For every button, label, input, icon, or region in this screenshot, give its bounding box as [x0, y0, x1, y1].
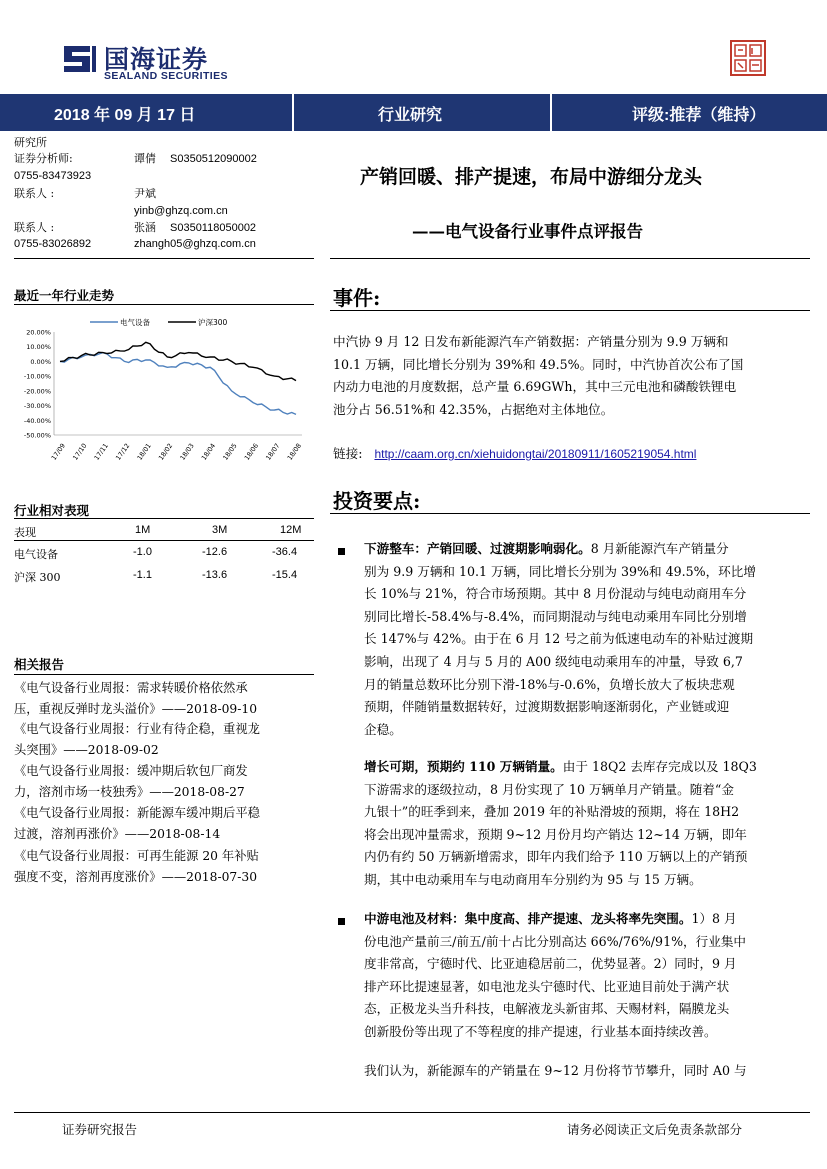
text-line: 1）8 月: [691, 911, 737, 926]
x-tick-label: 18/07: [264, 441, 282, 462]
related-report[interactable]: [14, 846, 312, 887]
logo-english-name: SEALAND SECURITIES: [104, 70, 228, 82]
event-heading: 事件:: [333, 286, 381, 310]
y-tick-label: -50.00%: [23, 431, 51, 440]
footer-divider: [14, 1112, 810, 1113]
report-date: 2018 年 09 月 17 日: [54, 107, 196, 124]
related-report-line: 头突围》——2018-09-02: [14, 742, 159, 757]
x-tick-label: 18/05: [221, 441, 239, 462]
text-line: 创新股份等出现了不等程度的排产提速，行业基本面持续改善。: [364, 1023, 717, 1039]
series-line-2: [60, 342, 296, 380]
x-tick-label: 17/10: [71, 441, 89, 462]
event-paragraph: [333, 331, 777, 421]
y-tick-label: -20.00%: [23, 387, 51, 396]
report-subtitle: ——电气设备行业事件点评报告: [412, 222, 643, 241]
text-line: 别同比增长-58.4%与-8.4%，而同期混动与纯电动乘用车同比分别增: [364, 608, 747, 624]
text-line: 态，正极龙头当升科技，电解液龙头新宙邦、天赐材料，隔膜龙头: [364, 1001, 730, 1017]
perf-col-header: 3M: [212, 524, 228, 536]
related-report-line: 过渡，溶剂再涨价》——2018-08-14: [14, 826, 221, 841]
contact-label: 联系人 :: [14, 187, 55, 200]
report-category: 行业研究: [378, 107, 443, 124]
perf-row-label: 电气设备: [14, 548, 58, 561]
related-heading: 相关报告: [14, 657, 65, 672]
text-line: 影响，出现了 4 月与 5 月的 A00 级纯电动乘用车的冲量，导致 6,7: [364, 653, 743, 669]
contact-phone: 0755-83026892: [14, 238, 92, 250]
point-growth: [364, 756, 800, 892]
text-line: 预期，伴随销量数据转好，过渡期数据影响逐渐弱化，产业链或迎: [364, 699, 730, 715]
x-tick-label: 17/12: [114, 441, 132, 462]
text-line: 长 147%与 42%。由于在 6 月 12 号之前为低速电动车的补贴过渡期: [364, 631, 754, 647]
source-link[interactable]: http://caam.org.cn/xiehuidongtai/20180911/1605219054.html: [374, 447, 697, 461]
x-tick-label: 18/04: [199, 441, 218, 462]
y-tick-label: 20.00%: [26, 328, 51, 337]
y-tick-label: 0.00%: [30, 357, 51, 366]
related-report-line: 力，溶剂市场一枝独秀》——2018-08-27: [14, 784, 245, 799]
conclusion-paragraph: [364, 1060, 800, 1083]
text-line: 内仍有约 50 万辆新增需求，即年内我们给予 110 万辆以上的产销预: [364, 849, 748, 865]
divider: [14, 258, 314, 259]
perf-cell: -15.4: [272, 569, 298, 581]
text-line: 月的销量总数环比分别下滑-18%与-0.6%，负增长放大了板块悲观: [364, 676, 735, 692]
perf-col-header: 表现: [14, 526, 36, 539]
analyst-name: 谭倩: [134, 152, 156, 165]
perf-col-header: 12M: [280, 524, 302, 536]
divider: [14, 674, 314, 675]
perf-row-label: 沪深 300: [14, 571, 61, 584]
related-report-line: 强度不变，溶剂再度涨价》——2018-07-30: [14, 869, 258, 884]
related-report-line: 《电气设备行业周报：行业有待企稳，重视龙: [14, 722, 260, 736]
trend-heading: 最近一年行业走势: [14, 288, 115, 303]
text-line: 中汽协 9 月 12 日发布新能源汽车产销数据：产销量分别为 9.9 万辆和: [333, 334, 729, 349]
legend-label-series-1: 电气设备: [120, 318, 150, 327]
report-rating: 评级:推荐（维持）: [632, 107, 766, 124]
contact-email[interactable]: zhangh05@ghzq.com.cn: [134, 238, 256, 250]
perf-cell: -12.6: [202, 546, 228, 558]
y-tick-label: -10.00%: [23, 372, 51, 381]
x-tick-label: 18/01: [135, 441, 153, 462]
related-report[interactable]: [14, 761, 312, 802]
y-tick-label: -40.00%: [23, 416, 51, 425]
related-report[interactable]: [14, 803, 312, 844]
divider: [330, 513, 810, 514]
analyst-phone: 0755-83473923: [14, 170, 92, 182]
trend-line-chart: [10, 310, 310, 470]
perf-cell: -1.0: [133, 546, 152, 558]
contact-label: 联系人 :: [14, 221, 55, 234]
related-report-line: 《电气设备行业周报：新能源车缓冲期后平稳: [14, 806, 260, 820]
research-seal-icon: [730, 40, 766, 76]
x-tick-label: 17/09: [49, 441, 68, 462]
x-tick-label: 18/08: [285, 441, 304, 462]
x-tick-label: 18/06: [242, 441, 261, 462]
related-report[interactable]: [14, 719, 312, 760]
x-tick-label: 18/02: [156, 441, 175, 462]
contact-name: 张涵: [134, 221, 156, 234]
perf-cell: -36.4: [272, 546, 298, 558]
text-line: 九银十”的旺季到来，叠加 2019 年的补贴滑坡的预期，将在 18H2: [364, 804, 740, 820]
text-line: 池分占 56.51%和 42.35%，占据绝对主体地位。: [333, 401, 614, 417]
related-report[interactable]: [14, 678, 312, 719]
bullet-icon: [338, 548, 345, 555]
y-tick-label: 10.00%: [26, 343, 51, 352]
text-line: 份电池产量前三/前五/前十占比分别高达 66%/76%/91%，行业集中: [364, 933, 747, 949]
footer-right: 请务必阅读正文后免责条款部分: [567, 1122, 743, 1137]
analyst-label: 证券分析师:: [14, 152, 73, 165]
x-tick-label: 18/03: [178, 441, 196, 462]
point-title: 下游整车：产销回暖、过渡期影响弱化。: [364, 541, 591, 556]
contact-name: 尹斌: [134, 187, 156, 200]
divider: [14, 518, 314, 519]
event-link-row: [333, 443, 803, 466]
text-line: 度非常高，宁德时代、比亚迪稳居前二，优势显著。2）同时，9 月: [364, 956, 737, 972]
legend-label-series-2: 沪深300: [198, 318, 228, 327]
text-line: 内动力电池的月度数据，总产量 6.69GWh，其中三元电池和磷酸铁锂电: [333, 379, 737, 395]
perf-col-header: 1M: [135, 524, 151, 536]
text-line: 将会出现冲量需求，预期 9~12 月份月均产销达 12~14 万辆，即年: [364, 826, 747, 842]
text-line: 下游需求的逐级拉动，8 月份实现了 10 万辆单月产销量。随着“金: [364, 781, 734, 797]
point-title: 增长可期，预期约 110 万辆销量。: [364, 759, 563, 774]
points-heading: 投资要点:: [333, 489, 421, 513]
related-report-line: 压，重视反弹时龙头溢价》——2018-09-10: [14, 701, 258, 716]
bullet-icon: [338, 918, 345, 925]
chart-legend: [90, 317, 228, 327]
text-line: 由于 18Q2 去库存完成以及 18Q3: [562, 759, 757, 774]
header-divider: [550, 94, 552, 131]
divider: [330, 258, 810, 259]
text-line: 企稳。: [364, 721, 402, 737]
footer-left: 证券研究报告: [62, 1122, 138, 1137]
text-line: 别为 9.9 万辆和 10.1 万辆，同比增长分别为 39%和 49.5%，环比增: [364, 563, 756, 579]
contact-id: S0350118050002: [170, 222, 257, 234]
sealand-logo-icon: [60, 42, 98, 76]
related-report-line: 《电气设备行业周报：需求转暖价格依然承: [14, 681, 248, 695]
divider: [14, 304, 314, 305]
dept-label: 研究所: [14, 136, 47, 149]
logo-chinese-name: 国海证券: [104, 46, 209, 74]
header-divider: [292, 94, 294, 131]
text-line: 排产环比提速显著，如电池龙头宁德时代、比亚迪目前处于满产状: [364, 978, 730, 994]
text-line: 8 月新能源汽车产销量分: [590, 541, 729, 556]
contact-email[interactable]: yinb@ghzq.com.cn: [134, 205, 228, 217]
divider: [14, 540, 314, 541]
report-title: 产销回暖、排产提速，布局中游细分龙头: [360, 166, 703, 188]
divider: [330, 310, 810, 311]
related-report-line: 《电气设备行业周报：可再生能源 20 年补贴: [14, 849, 259, 863]
x-tick-label: 17/11: [92, 441, 110, 462]
point-downstream: [364, 538, 800, 741]
text-line: 10.1 万辆，同比增长分别为 39%和 49.5%。同时，中汽协首次公布了国: [333, 356, 744, 372]
series-line-1: [60, 353, 296, 415]
perf-cell: -13.6: [202, 569, 228, 581]
point-title: 中游电池及材料：集中度高、排产提速、龙头将率先突围。: [364, 911, 692, 926]
y-tick-label: -30.00%: [23, 402, 51, 411]
analyst-id: S0350512090002: [170, 153, 257, 165]
related-report-line: 《电气设备行业周报：缓冲期后软包厂商发: [14, 764, 248, 778]
perf-cell: -1.1: [133, 569, 152, 581]
text-line: 长 10%与 21%，符合市场预期。其中 8 月份混动与纯电动商用车分: [364, 586, 747, 602]
link-label: 链接:: [333, 446, 363, 461]
point-midstream: [364, 908, 800, 1044]
perf-heading: 行业相对表现: [14, 503, 90, 518]
text-line: 期，其中电动乘用车与电动商用车分别约为 95 与 15 万辆。: [364, 871, 702, 887]
text-line: 我们认为，新能源车的产销量在 9~12 月份将节节攀升，同时 A0 与: [364, 1063, 747, 1078]
